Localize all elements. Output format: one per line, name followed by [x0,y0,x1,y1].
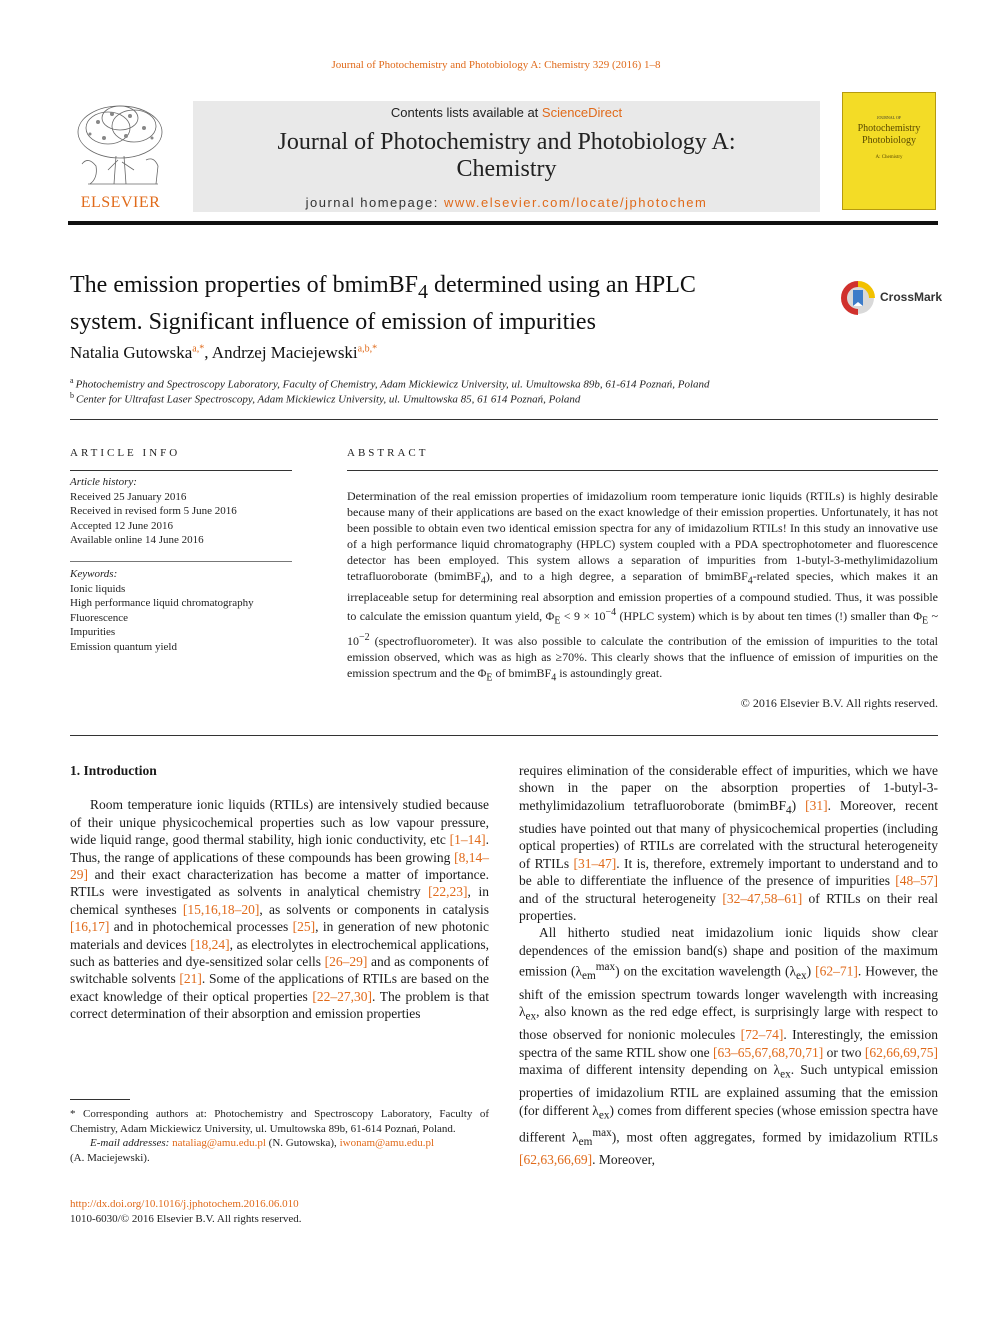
email-addresses [70,1136,489,1151]
citation-link[interactable]: [32–47,58–61] [722,890,803,906]
email-link-2[interactable]: iwonam@amu.edu.pl [339,1137,435,1149]
keyword-item: Impurities [70,626,116,638]
homepage-label: journal homepage: [305,195,444,210]
journal-cover[interactable] [842,92,936,210]
article-info-label: ARTICLE INFO [70,447,181,459]
history-heading: Article history: [70,476,137,488]
issn-copyright: 1010-6030/© 2016 Elsevier B.V. All rights reserved. [70,1213,302,1225]
title-line-2: system. Significant influence of emission of impurities [70,308,596,335]
affiliation-a [70,376,710,391]
affiliation-a-text: Photochemistry and Spectroscopy Laboratory, Faculty of Chemistry, Adam Mickiewicz University, ul. Umultowska 89b, 61-614 Poznań, Poland [75,378,710,391]
keyword-item: Ionic liquids [70,582,126,595]
affiliation-a-mark: a [70,376,74,385]
keyword-item: Emission quantum yield [70,640,177,653]
history-item: Received 25 January 2016 [70,490,187,503]
intro-paragraph-1: Room temperature ionic liquids (RTILs) are intensively studied because of their unique physicochemical properties such as low vapour pressure, wide liquid range, good thermal stability, high ionic conductivity, etc [1–14]. Thus, the range of applications of these compounds has been growing [8,14–29] and their exact characterization has become a matter of importance. RTILs were investigated as solvents in analytical chemistry [22,23], in chemical syntheses [15,16,18–20], as solvents or components in catalysis [16,17] and in photochemical processes [25], in generation of new photonic materials and devices [18,24], as electrolytes in electrochemical applications, such as batteries and dye-sensitized solar cells [26–29] and as components of switchable solvents [21]. Some of the applications of RTILs are based on the exact knowledge of their optical properties [22–27,30]. The problem is that correct determination of their absorption and emission properties [70,797,489,1022]
section-heading-introduction: 1. Introduction [70,763,157,778]
contents-prefix: Contents lists available at [390,105,542,120]
journal-title-line-1: Journal of Photochemistry and Photobiology A: [277,129,736,155]
title-subscript: 4 [417,280,428,303]
author-separator: , [204,343,212,362]
author-name-1[interactable]: Natalia Gutowska [70,343,193,362]
sciencedirect-link[interactable]: ScienceDirect [541,105,623,120]
keywords [70,567,292,654]
abstract-copyright: © 2016 Elsevier B.V. All rights reserved. [740,696,938,710]
history-item: Available online 14 June 2016 [70,534,204,546]
citation-link[interactable]: [63–65,67,68,70,71] [713,1044,824,1060]
affiliation-divider [70,419,938,420]
header-divider [68,221,938,225]
intro-left-column [70,762,489,1023]
affiliation-b-mark: b [70,391,74,400]
citation-link[interactable]: [8,14–29] [70,849,489,883]
affiliation-b-text: Center for Ultrafast Laser Spectroscopy, Adam Mickiewicz University, ul. Umultowska 85, 61 614 Poznań, Poland [76,393,581,406]
citation-link[interactable]: [26–29] [324,954,368,970]
author-name-2[interactable]: Andrzej Maciejewski [211,343,358,362]
cover-small-text: JOURNAL OF [876,115,902,120]
citation-link[interactable]: [48–57] [895,873,938,889]
abstract-label: ABSTRACT [347,447,429,459]
doi-link[interactable]: http://dx.doi.org/10.1016/j.jphotochem.2016.06.010 [70,1198,299,1210]
citation-link[interactable]: [22–27,30] [312,988,372,1004]
journal-reference[interactable]: Journal of Photochemistry and Photobiology A: Chemistry 329 (2016) 1–8 [331,59,661,71]
footnote-text: * Corresponding authors at: Photochemistry and Spectroscopy Laboratory, Faculty of Chemistry, Adam Mickiewicz University, ul. Umultowska 89b, 61-614 Poznań, Poland. [70,1108,489,1135]
intro-paragraph-1-continued: requires elimination of the considerable effect of impurities, which we have shown in the paper on the absorption properties of 1-butyl-3-methylimidazolium tetrafluoroborate (bmimBF$_4$) [31]. Moreover, recent studies have pointed out that many of physicochemical properties (including optical properties) of RTILs are correlated with the structural heterogeneity of RTILs [31–47]. It is, therefore, extremely important to understand and to be able to differentiate the influence of the presence of impurities [48–57] and of the structural heterogeneity [32–47,58–61] of RTILs on their real properties. [519,763,939,923]
citation-link[interactable]: [16,17] [70,919,110,935]
title-part-b: determined using an HPLC [427,272,696,298]
article-info-divider [70,470,292,471]
author-1-affiliation-marks[interactable]: a,* [192,343,205,355]
journal-title[interactable] [193,129,820,183]
footnote-divider [70,1099,130,1100]
cover-title-line-2: Photobiology [862,135,916,146]
citation-link[interactable]: [15,16,18–20] [182,901,260,917]
citation-link[interactable]: [21] [179,971,202,987]
citation-link[interactable]: [72–74] [740,1027,784,1043]
abstract-text: Determination of the real emission properties of imidazolium room temperature ionic liquids (RTILs) is highly desirable because many of their applications are based on the exact knowledge of their emission properties. Unfortunately, it has not been possible to obtain even two identical emission spectra for any of imidazolium RTILs! In this study an innovative use of a high performance liquid chromatography (HPLC) system coupled with a PDA spectrophotometer and fluorescence detector has been employed. This system allows a separation of impurities from 1-butyl-3-methylimidazolium tetrafluoroborate (bmimBF$_4$), and to a high degree, a separation of bmimBF$_4$-related species, which makes it an irreplaceable setup for determining real absorption and emission properties of a compound studied. Thus, it was possible to calculate the emission quantum yield, $\Phi_E < 9 \times 10^{-4}$ (HPLC system) which is by about ten times (!) smaller than $\Phi_E$ ~ $10^{-2}$ (spectrofluorometer). It was also possible to calculate the contribution of the emission of impurities to the total emission observed, which was as high as ≥70%. This clearly shows that the influence of emission of impurities on the emission spectrum and the $\Phi_E$ of bmimBF$_4$ is astoundingly great. [347,489,938,684]
author-list [70,343,377,363]
crossmark-icon [840,280,876,316]
keywords-divider [70,561,292,562]
title-part-a: The emission properties of bmimBF [70,272,418,298]
history-item: Accepted 12 June 2016 [70,519,173,532]
history-item: Received in revised form 5 June 2016 [70,505,237,517]
abstract-bottom-divider [70,735,938,736]
email-name-2: (A. Maciejewski). [70,1151,150,1164]
email-link-1[interactable]: nataliag@amu.edu.pl [172,1137,266,1149]
journal-banner [193,101,820,212]
email-name-1: (N. Gutowska), [265,1137,340,1149]
doi-block [70,1197,302,1227]
citation-link[interactable]: [62,63,66,69] [519,1152,593,1168]
homepage-link[interactable]: www.elsevier.com/locate/jphotochem [443,195,708,210]
citation-link[interactable]: [62,66,69,75] [864,1044,939,1060]
keyword-item: Fluorescence [70,611,129,624]
keywords-heading: Keywords: [70,568,118,580]
corresponding-author-footnote [70,1107,489,1165]
elsevier-logo[interactable] [68,100,173,212]
citation-link[interactable]: [31] [805,797,828,813]
email-label: E-mail addresses: [90,1137,173,1149]
publisher-name: ELSEVIER [80,194,161,211]
journal-homepage [193,195,820,210]
cover-subtitle: A: Chemistry [875,155,903,160]
intro-right-column [519,762,938,1169]
article-title [70,270,810,337]
citation-link[interactable]: [1–14] [449,832,486,848]
contents-line [193,105,820,120]
author-2-affiliation-marks[interactable]: a,b,* [357,343,378,355]
abstract-divider [347,470,938,471]
crossmark-label: CrossMark [880,290,943,304]
citation-link[interactable]: [18,24] [190,936,230,952]
citation-link[interactable]: [25] [292,919,316,935]
article-history [70,475,292,548]
crossmark-badge[interactable] [840,280,943,316]
citation-link[interactable]: [62–71] [815,963,858,979]
cover-title-line-1: Photochemistry [857,123,921,134]
cover-title [843,123,935,147]
tree-icon [68,100,173,190]
citation-link[interactable]: [22,23] [428,884,468,900]
affiliation-b [70,391,580,406]
intro-paragraph-2: All hitherto studied neat imidazolium ionic liquids show clear dependences of the emission band(s) shape and position of the maximum emission $(\lambda_{em}^{max})$ on the excitation wavelength $(\lambda_{ex})$ [62–71]. However, the shift of the emission spectrum towards longer wavelength with increasing $\lambda_{ex}$, also known as the red edge effect, is surprisingly large with respect to those observed for nonionic molecules [72–74]. Interestingly, the emission spectra of the same RTIL show one [63–65,67,68,70,71] or two [62,66,69,75] maxima of different intensity depending on $\lambda_{ex}$. Such untypical emission properties of imidazolium RTIL are explained assuming that the emission (for different $\lambda_{ex}$) comes from different species (whose emission spectra have different $\lambda_{em}^{max}$), most often aggregates, formed by imidazolium RTILs [62,63,66,69]. Moreover, [519,925,939,1168]
journal-title-line-2: Chemistry [456,156,557,182]
keyword-item: High performance liquid chromatography [70,597,254,609]
citation-link[interactable]: [31–47] [573,855,617,871]
